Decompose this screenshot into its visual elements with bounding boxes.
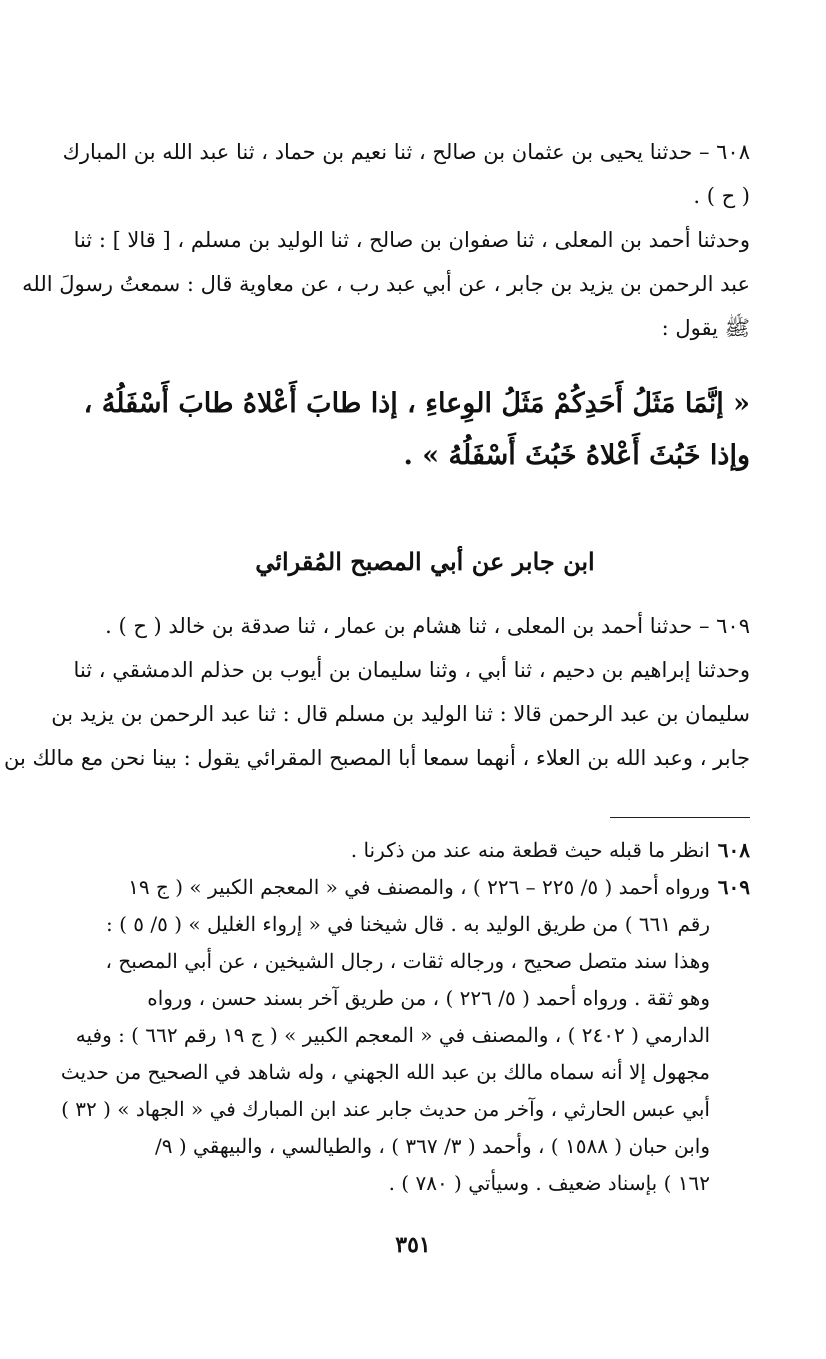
hadith-609-text	[3, 604, 750, 780]
footnote-number: ٦٠٩	[717, 875, 750, 899]
text-line: ٦٠٩ – حدثنا أحمد بن المعلى ، ثنا هشام بن عمار ، ثنا صدقة بن خالد ( ح ) .	[105, 614, 750, 638]
footnote-line: رقم ٦٦١ ) من طريق الوليد به . قال شيخنا في « إرواء الغليل » ( ٥/ ٥ ) :	[105, 912, 710, 936]
text-line: ﷺ يقول :	[661, 316, 750, 340]
footnote-line: ورواه أحمد ( ٥/ ٢٢٥ – ٢٢٦ ) ، والمصنف في « المعجم الكبير » ( ج ١٩	[128, 875, 710, 899]
footnotes	[60, 832, 750, 1202]
text-line: ( ح ) .	[693, 184, 750, 208]
text-line: وحدثنا أحمد بن المعلى ، ثنا صفوان بن صالح ، ثنا الوليد بن مسلم ، [ قالا ] : ثنا	[73, 228, 750, 252]
footnote-line: الدارمي ( ٢٤٠٢ ) ، والمصنف في « المعجم الكبير » ( ج ١٩ رقم ٦٦٢ ) : وفيه	[75, 1023, 710, 1047]
footnote-line: وهذا سند متصل صحيح ، ورجاله ثقات ، رجال الشيخين ، عن أبي المصبح ،	[105, 949, 710, 973]
footnote-line: ١٦٢ ) بإسناد ضعيف . وسيأتي ( ٧٨٠ ) .	[388, 1171, 710, 1195]
section-heading: ابن جابر عن أبي المصبح المُقرائي	[255, 547, 595, 576]
footnote-line: أبي عبس الحارثي ، وآخر من حديث جابر عند ابن المبارك في « الجهاد » ( ٣٢ )	[61, 1097, 710, 1121]
footnote-body	[61, 869, 710, 1202]
quote-line: وإذا خَبُثَ أَعْلاهُ خَبُثَ أَسْفَلُهُ » .	[403, 440, 750, 471]
text-line: سليمان بن عبد الرحمن قالا : ثنا الوليد بن مسلم قال : ثنا عبد الرحمن بن يزيد بن	[51, 702, 750, 726]
footnote-line: انظر ما قبله حيث قطعة منه عند من ذكرنا .	[350, 838, 710, 862]
text-line: ٦٠٨ – حدثنا يحيى بن عثمان بن صالح ، ثنا نعيم بن حماد ، ثنا عبد الله بن المبارك	[62, 140, 750, 164]
footnote-609	[60, 869, 750, 1202]
text-line: وحدثنا إبراهيم بن دحيم ، ثنا أبي ، وثنا سليمان بن أيوب بن حذلم الدمشقي ، ثنا	[73, 658, 750, 682]
quote-line: « إنَّمَا مَثَلُ أَحَدِكُمْ مَثَلُ الوِعاءِ ، إذا طابَ أَعْلاهُ طابَ أَسْفَلُهُ ،	[83, 388, 750, 419]
text-line: عبد الرحمن بن يزيد بن جابر ، عن أبي عبد رب ، عن معاوية قال : سمعتُ رسولَ الله	[22, 272, 750, 296]
footnote-body	[100, 832, 710, 869]
footnote-608	[100, 832, 750, 869]
text-line: جابر ، وعبد الله بن العلاء ، أنهما سمعا أبا المصبح المقرائي يقول : بينا نحن مع مالك بن	[3, 746, 750, 770]
footnote-separator	[610, 817, 750, 818]
hadith-608-text	[22, 130, 750, 350]
footnote-line: وهو ثقة . ورواه أحمد ( ٥/ ٢٢٦ ) ، من طريق آخر بسند حسن ، ورواه	[147, 986, 710, 1010]
hadith-608-quote	[83, 378, 750, 482]
footnote-number: ٦٠٨	[717, 838, 750, 862]
page-number: ٣٥١	[395, 1232, 431, 1258]
footnote-line: مجهول إلا أنه سماه مالك بن عبد الله الجهني ، وله شاهد في الصحيح من حديث	[60, 1060, 710, 1084]
footnote-line: وابن حبان ( ١٥٨٨ ) ، وأحمد ( ٣/ ٣٦٧ ) ، والطيالسي ، والبيهقي ( ٩/	[155, 1134, 710, 1158]
